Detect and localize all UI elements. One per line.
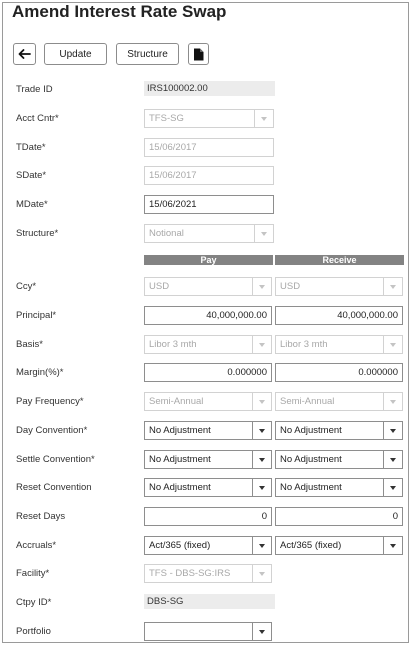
chevron-down-icon (259, 343, 265, 347)
reset-convention-pay-select[interactable] (144, 478, 272, 497)
reset-days-label: Reset Days (16, 511, 66, 522)
mdate-label: MDate* (16, 199, 48, 210)
reset-convention-pay-value: No Adjustment (149, 482, 211, 493)
pay-column-header: Pay (144, 255, 273, 265)
basis-label: Basis* (16, 339, 43, 350)
accruals-pay-select[interactable] (144, 536, 272, 555)
structure-value: Notional (149, 228, 184, 239)
chevron-down-icon (259, 630, 265, 634)
chevron-down-icon (259, 285, 265, 289)
settle-convention-label: Settle Convention* (16, 454, 95, 465)
chevron-down-icon (390, 400, 396, 404)
pay-frequency-receive-select[interactable] (275, 392, 403, 411)
settle-convention-pay-value: No Adjustment (149, 454, 211, 465)
chevron-down-icon (261, 232, 267, 236)
acct-cntr-dropdown-button[interactable] (254, 110, 273, 127)
chevron-down-icon (259, 572, 265, 576)
facility-value: TFS - DBS-SG:IRS (149, 568, 231, 579)
trade-id-value: IRS100002.00 (144, 81, 275, 96)
acct-cntr-select[interactable] (144, 109, 274, 128)
day-convention-label: Day Convention* (16, 425, 88, 436)
ctpy-id-label: Ctpy ID* (16, 597, 52, 608)
pay-frequency-pay-dropdown-button[interactable] (252, 393, 271, 410)
facility-label: Facility* (16, 568, 50, 579)
accruals-pay-dropdown-button[interactable] (252, 537, 271, 554)
ctpy-id-value: DBS-SG (144, 594, 275, 609)
basis-pay-select[interactable] (144, 335, 272, 354)
accruals-pay-value: Act/365 (fixed) (149, 540, 211, 551)
arrow-left-icon (18, 49, 31, 59)
structure-dropdown-button[interactable] (254, 225, 273, 242)
chevron-down-icon (259, 458, 265, 462)
day-convention-pay-select[interactable] (144, 421, 272, 440)
sdate-field[interactable]: 15/06/2017 (144, 166, 274, 185)
settle-convention-receive-select[interactable] (275, 450, 403, 469)
reset-days-pay-field[interactable]: 0 (144, 507, 272, 526)
chevron-down-icon (390, 429, 396, 433)
structure-label: Structure* (16, 228, 59, 239)
tdate-label: TDate* (16, 142, 46, 153)
sdate-label: SDate* (16, 170, 47, 181)
portfolio-label: Portfolio (16, 626, 51, 637)
day-convention-receive-dropdown-button[interactable] (383, 422, 402, 439)
basis-receive-dropdown-button[interactable] (383, 336, 402, 353)
day-convention-receive-value: No Adjustment (280, 425, 342, 436)
ccy-pay-select[interactable] (144, 277, 272, 296)
settle-convention-receive-dropdown-button[interactable] (383, 451, 402, 468)
accruals-receive-dropdown-button[interactable] (383, 537, 402, 554)
tdate-field[interactable]: 15/06/2017 (144, 138, 274, 157)
ccy-receive-select[interactable] (275, 277, 403, 296)
settle-convention-pay-select[interactable] (144, 450, 272, 469)
receive-column-header: Receive (275, 255, 404, 265)
document-icon (193, 48, 204, 61)
day-convention-receive-select[interactable] (275, 421, 403, 440)
structure-select[interactable] (144, 224, 274, 243)
accruals-receive-select[interactable] (275, 536, 403, 555)
structure-button[interactable]: Structure (116, 43, 179, 65)
facility-select[interactable] (144, 564, 272, 583)
margin-receive-field[interactable]: 0.000000 (275, 363, 403, 382)
mdate-field[interactable]: 15/06/2021 (144, 195, 274, 214)
chevron-down-icon (259, 544, 265, 548)
settle-convention-receive-value: No Adjustment (280, 454, 342, 465)
principal-pay-field[interactable]: 40,000,000.00 (144, 306, 272, 325)
page-title: Amend Interest Rate Swap (12, 2, 227, 21)
portfolio-select[interactable] (144, 622, 272, 641)
facility-dropdown-button[interactable] (252, 565, 271, 582)
reset-days-receive-field[interactable]: 0 (275, 507, 403, 526)
chevron-down-icon (390, 285, 396, 289)
reset-convention-receive-value: No Adjustment (280, 482, 342, 493)
pay-frequency-pay-select[interactable] (144, 392, 272, 411)
reset-convention-label: Reset Convention (16, 482, 92, 493)
accruals-label: Accruals* (16, 540, 57, 551)
ccy-receive-value: USD (280, 281, 301, 292)
basis-receive-value: Libor 3 mth (280, 339, 328, 350)
margin-label: Margin(%)* (16, 367, 64, 378)
principal-label: Principal* (16, 310, 57, 321)
chevron-down-icon (390, 544, 396, 548)
ccy-pay-dropdown-button[interactable] (252, 278, 271, 295)
back-button[interactable] (13, 43, 36, 65)
pay-frequency-label: Pay Frequency* (16, 396, 84, 407)
chevron-down-icon (390, 486, 396, 490)
reset-convention-pay-dropdown-button[interactable] (252, 479, 271, 496)
pay-frequency-pay-value: Semi-Annual (149, 396, 204, 407)
settle-convention-pay-dropdown-button[interactable] (252, 451, 271, 468)
portfolio-dropdown-button[interactable] (252, 623, 271, 640)
chevron-down-icon (390, 458, 396, 462)
acct-cntr-value: TFS-SG (149, 113, 184, 124)
accruals-receive-value: Act/365 (fixed) (280, 540, 342, 551)
trade-id-label: Trade ID (16, 84, 53, 95)
basis-pay-value: Libor 3 mth (149, 339, 197, 350)
chevron-down-icon (390, 343, 396, 347)
reset-convention-receive-select[interactable] (275, 478, 403, 497)
chevron-down-icon (259, 400, 265, 404)
acct-cntr-label: Acct Cntr* (16, 113, 59, 124)
document-button[interactable] (188, 43, 209, 65)
pay-frequency-receive-dropdown-button[interactable] (383, 393, 402, 410)
chevron-down-icon (259, 486, 265, 490)
reset-convention-receive-dropdown-button[interactable] (383, 479, 402, 496)
ccy-label: Ccy* (16, 281, 37, 292)
basis-pay-dropdown-button[interactable] (252, 336, 271, 353)
principal-receive-field[interactable]: 40,000,000.00 (275, 306, 403, 325)
day-convention-pay-value: No Adjustment (149, 425, 211, 436)
margin-pay-field[interactable]: 0.000000 (144, 363, 272, 382)
pay-frequency-receive-value: Semi-Annual (280, 396, 335, 407)
chevron-down-icon (261, 117, 267, 121)
day-convention-pay-dropdown-button[interactable] (252, 422, 271, 439)
ccy-pay-value: USD (149, 281, 170, 292)
update-button[interactable]: Update (44, 43, 107, 65)
ccy-receive-dropdown-button[interactable] (383, 278, 402, 295)
basis-receive-select[interactable] (275, 335, 403, 354)
chevron-down-icon (259, 429, 265, 433)
